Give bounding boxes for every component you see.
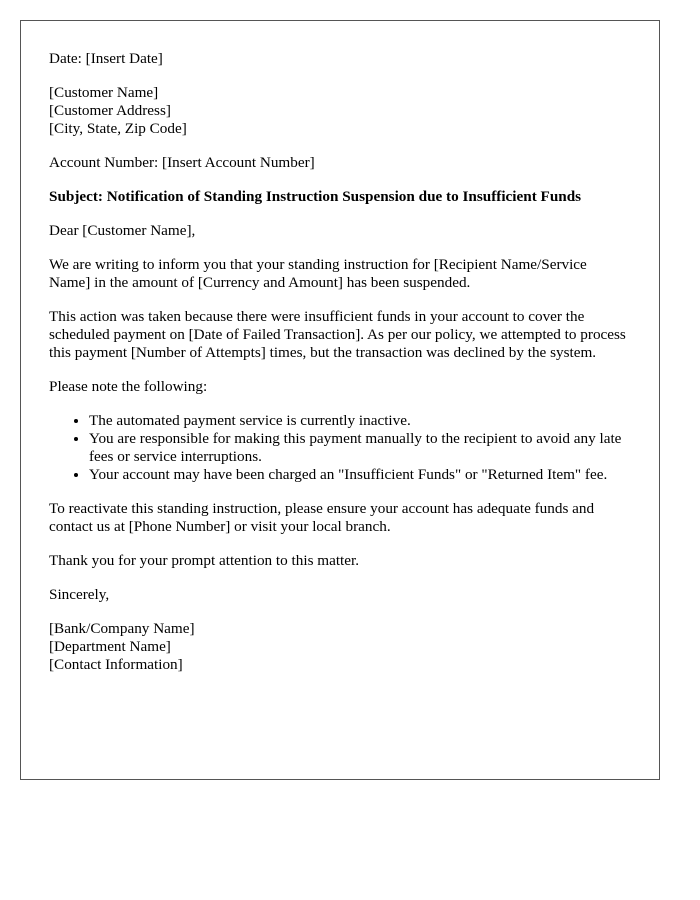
recipient-city: [City, State, Zip Code] xyxy=(49,120,187,137)
signature-company: [Bank/Company Name] xyxy=(49,620,195,637)
signature-department: [Department Name] xyxy=(49,638,171,655)
letter-document xyxy=(20,20,660,780)
note-intro: Please note the following: xyxy=(49,378,208,395)
closing: Sincerely, xyxy=(49,586,110,603)
signature-contact: [Contact Information] xyxy=(49,656,183,673)
salutation: Dear [Customer Name], xyxy=(49,222,196,239)
note-list xyxy=(49,412,631,484)
list-item: • Your account may have been charged an "Insufficient Funds" or "Returned Item" fee. xyxy=(89,466,631,484)
paragraph-suspension: We are writing to inform you that your standing instruction for [Recipient Name/Service Name] in the amount of [Currency and Amount] has been suspended. xyxy=(49,256,587,291)
paragraph-reason: This action was taken because there were insufficient funds in your account to cover the scheduled payment on [Date of Failed Transaction]. As per our policy, we attempted to process this payment [Number of Attempts] times, but the transaction was declined by the system. xyxy=(49,308,626,361)
thanks-line: Thank you for your prompt attention to this matter. xyxy=(49,552,360,569)
recipient-block xyxy=(49,84,631,138)
letter-subject: Subject: Notification of Standing Instruction Suspension due to Insufficient Funds xyxy=(49,188,582,205)
signature-block xyxy=(49,620,631,674)
recipient-address: [Customer Address] xyxy=(49,102,171,119)
list-item: • The automated payment service is currently inactive. xyxy=(89,412,631,430)
paragraph-reactivate: To reactivate this standing instruction, please ensure your account has adequate funds and contact us at [Phone Number] or visit your local branch. xyxy=(49,500,595,535)
account-number: Account Number: [Insert Account Number] xyxy=(49,154,315,171)
letter-date: Date: [Insert Date] xyxy=(49,50,163,67)
recipient-name: [Customer Name] xyxy=(49,84,159,101)
list-item: • You are responsible for making this payment manually to the recipient to avoid any late fees or service interruptions. xyxy=(89,430,631,466)
